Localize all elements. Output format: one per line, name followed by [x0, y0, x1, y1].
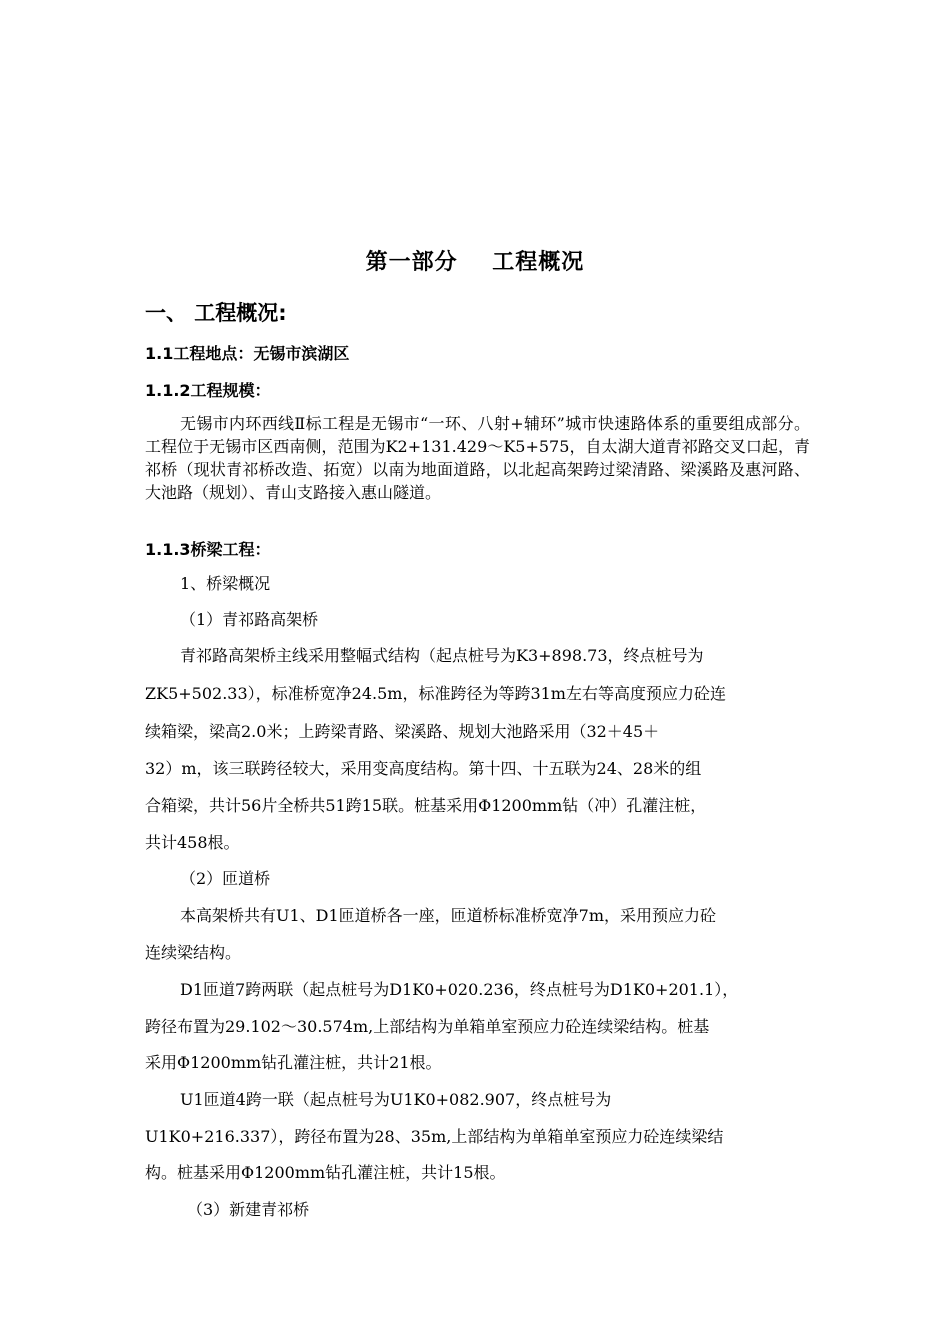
paragraph-line: 合箱梁，共计56片全桥共51跨15联。桩基采用Φ1200mm钻（冲）孔灌注桩，	[145, 796, 707, 815]
paragraph-line: 共计458根。	[145, 833, 240, 852]
paragraph-line: 连续梁结构。	[145, 943, 242, 962]
paragraph-line: 构。桩基采用Φ1200mm钻孔灌注桩，共计15根。	[145, 1163, 506, 1182]
paragraph-line: 续箱梁，梁高2.0米；上跨梁青路、梁溪路、规划大池路采用（32＋45＋	[145, 722, 660, 741]
paragraph-line: 采用Φ1200mm钻孔灌注桩，共计21根。	[145, 1053, 442, 1072]
paragraph-line: U1匝道4跨一联（起点桩号为U1K0+082.907，终点桩号为	[180, 1090, 612, 1109]
paragraph-line: ZK5+502.33），标准桥宽净24.5m，标准跨径为等跨31m左右等高度预应力砼连	[145, 684, 726, 703]
section-heading: 一、 工程概况:	[145, 301, 287, 325]
paragraph-line: 本高架桥共有U1、D1匝道桥各一座，匝道桥标准桥宽净7m，采用预应力砼	[180, 906, 717, 925]
subsection-title-ramp-bridge: （2）匝道桥	[180, 869, 271, 888]
subsection-title-new-qingqi-bridge: （3）新建青祁桥	[187, 1200, 310, 1219]
bridge-heading: 1.1.3桥梁工程：	[145, 540, 271, 559]
paragraph-line: 跨径布置为29.102～30.574m,上部结构为单箱单室预应力砼连续梁结构。桩基	[145, 1017, 710, 1036]
paragraph-line: 32）m，该三联跨径较大，采用变高度结构。第十四、十五联为24、28米的组	[145, 759, 702, 778]
paragraph-line: U1K0+216.337），跨径布置为28、35m,上部结构为单箱单室预应力砼连续梁结	[145, 1127, 724, 1146]
paragraph-line: D1匝道7跨两联（起点桩号为D1K0+020.236，终点桩号为D1K0+201.1），	[180, 980, 739, 999]
page-title: 第一部分 工程概况	[365, 250, 585, 275]
scale-paragraph: 无锡市内环西线Ⅱ标工程是无锡市“一环、八射+辅环”城市快速路体系的重要组成部分。工程位于无锡市区西南侧，范围为K2+131.429～K5+575，自太湖大道青祁路交叉口起，青祁桥（现状青祁桥改造、拓宽）以南为地面道路，以北起高架跨过梁清路、梁溪路及惠河路、大池路（规划）、青山支路接入惠山隧道。	[145, 414, 810, 502]
location-heading: 1.1工程地点：无锡市滨湖区	[145, 344, 350, 363]
scale-heading: 1.1.2工程规模：	[145, 381, 271, 400]
subsection-title-qingqi-viaduct: （1）青祁路高架桥	[180, 610, 319, 629]
paragraph-line: 青祁路高架桥主线采用整幅式结构（起点桩号为K3+898.73，终点桩号为	[180, 646, 704, 665]
bridge-overview-label: 1、桥梁概况	[180, 574, 271, 593]
